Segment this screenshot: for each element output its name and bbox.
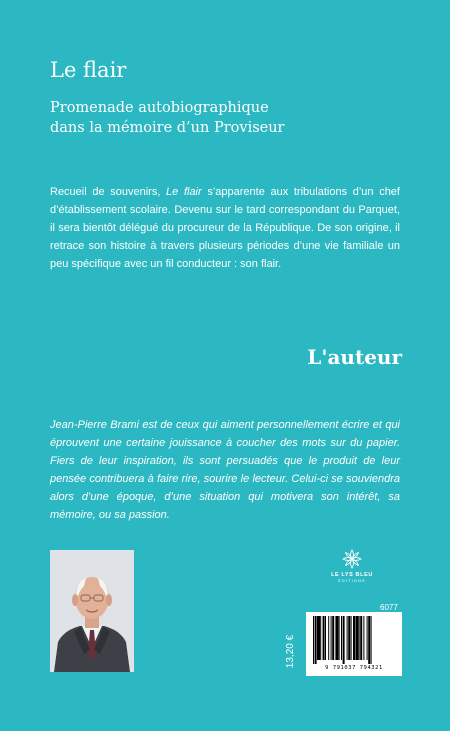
book-summary xyxy=(50,183,400,273)
product-code: 6077 xyxy=(380,603,398,612)
publisher-sub: ÉDITIONS xyxy=(338,579,366,583)
barcode-bar xyxy=(353,616,355,660)
barcode-bar xyxy=(339,616,340,660)
barcode-bar xyxy=(332,616,334,660)
barcode-bar xyxy=(359,616,360,660)
barcode-bar xyxy=(360,616,362,660)
author-bio: Jean-Pierre Brami est de ceux qui aiment personnellement écrire et qui éprouvent une certaine jouissance à coucher des mots sur du papier. Fiers de leur inspiration, ils sont persuadés que le produit de leur pensée contribuera à faire rire, sourire le lecteur. Celui-ci se souviendra alors d’une époque, d’une situation qui motivera son intérêt, sa mémoire, ou sa passion. xyxy=(50,419,400,521)
book-subtitle xyxy=(50,98,380,138)
barcode-bar xyxy=(328,616,329,660)
summary-body: s’apparente aux tribulations d’un chef d’établissement scolaire. Devenu sur le tard correspondant du Parquet, il sera bientôt délégué du procureur de la République. De son origine, il retrace son histoire à travers plusieurs périodes d’une vie familiale un peu spécifique avec un fil conducteur : son flair. xyxy=(50,186,400,270)
summary-book-title: Le flair xyxy=(166,186,202,198)
summary-intro: Recueil de souvenirs, xyxy=(50,186,167,198)
barcode-bar xyxy=(323,616,325,660)
price-label xyxy=(280,629,302,673)
barcode-bar xyxy=(325,616,326,660)
publisher-name: LE LYS BLEU xyxy=(331,572,373,578)
price-text: 13,20 € xyxy=(285,634,297,668)
subtitle-line-1: Promenade autobiographique xyxy=(50,100,269,116)
author-heading: L'auteur xyxy=(307,345,402,369)
isbn-digits: 9 791037 794321 xyxy=(325,665,383,671)
barcode-bar xyxy=(313,616,314,664)
barcode-bar xyxy=(371,616,372,664)
barcode-bar xyxy=(343,616,345,664)
barcode-bar xyxy=(367,616,368,660)
subtitle-line-2: dans la mémoire d’un Proviseur xyxy=(50,120,285,136)
barcode-bar xyxy=(317,616,320,660)
barcode-bar xyxy=(341,616,342,660)
barcode-bar xyxy=(335,616,338,660)
barcode-bar xyxy=(347,616,348,660)
barcode-bar xyxy=(315,616,317,664)
author-photo xyxy=(50,550,134,672)
isbn-barcode xyxy=(306,612,402,676)
barcode-bar xyxy=(320,616,321,660)
author-portrait-illustration xyxy=(50,550,134,672)
barcode-bar xyxy=(348,616,350,660)
barcode-bar xyxy=(355,616,358,660)
publisher-logo xyxy=(318,548,386,592)
barcode-bar xyxy=(363,616,364,660)
barcode-bar xyxy=(351,616,352,660)
barcode-bar xyxy=(368,616,370,664)
book-title: Le flair xyxy=(50,58,127,82)
barcode-bar xyxy=(331,616,332,660)
barcode-bars xyxy=(311,616,397,664)
lotus-icon xyxy=(341,548,363,570)
